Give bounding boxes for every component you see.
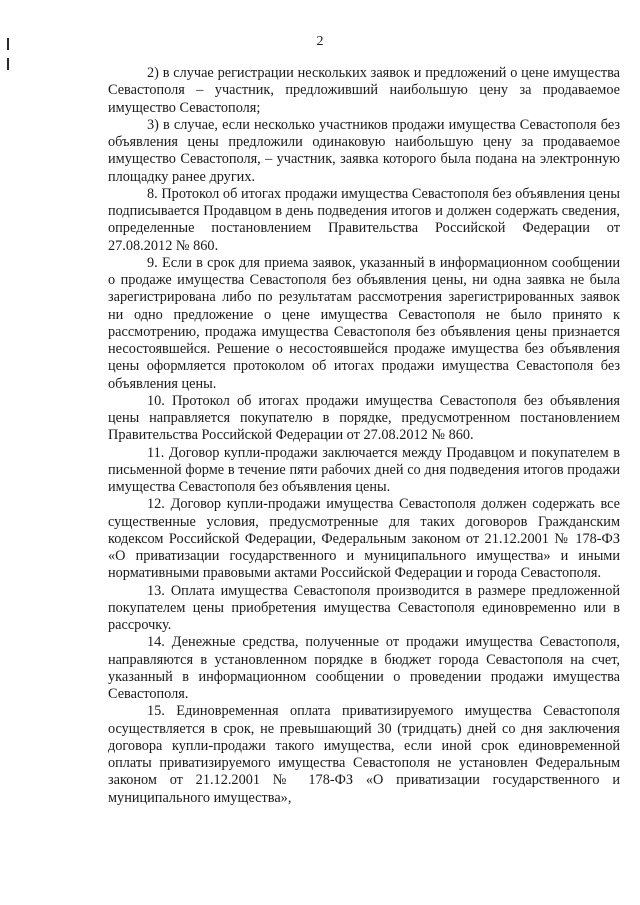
page-number: 2 bbox=[316, 34, 324, 49]
margin-mark bbox=[7, 58, 9, 70]
paragraph-item-2: 2) в случае регистрации нескольких заявок и предложений о цене имущества Севастополя – участник, предложивший наибольшую цену за продаваемое имущество Севастополя; bbox=[108, 65, 620, 116]
paragraph-clause-13: 13. Оплата имущества Севастополя производится в размере предложенной покупателем цены приобретения имущества Севастополя единовременно или в рассрочку. bbox=[108, 582, 620, 633]
paragraph-clause-9: 9. Если в срок для приема заявок, указанный в информационном сообщении о продаже имущества Севастополя без объявления цены, ни одна заявка не была зарегистрирована либо по результатам рассмотрения зарегистрированных заявок ни одно предложение о цене имущества Севастополя не было принято к рассмотрению, продажа имущества Севастополя без объявления цены признается несостоявшейся. Решение о несостоявшейся продаже имущества без объявления цены оформляется протоколом об итогах продажи имущества Севастополя без объявления цены. bbox=[108, 254, 620, 392]
paragraph-clause-12: 12. Договор купли-продажи имущества Севастополя должен содержать все существенные условия, предусмотренные для таких договоров Гражданским кодексом Российской Федерации, Федеральным законом от 21.12.2001 № 178-ФЗ «О приватизации государственного и муниципального имущества» и иными нормативными правовыми актами Российской Федерации и города Севастополя. bbox=[108, 496, 620, 582]
document-body bbox=[108, 65, 620, 807]
paragraph-clause-11: 11. Договор купли-продажи заключается между Продавцом и покупателем в письменной форме в течение пяти рабочих дней со дня подведения итогов продажи имущества Севастополя без объявления цены. bbox=[108, 444, 620, 495]
paragraph-clause-8: 8. Протокол об итогах продажи имущества Севастополя без объявления цены подписывается Продавцом в день подведения итогов и должен содержать сведения, определенные постановлением Правительства Российской Федерации от 27.08.2012 № 860. bbox=[108, 185, 620, 254]
paragraph-clause-10: 10. Протокол об итогах продажи имущества Севастополя без объявления цены направляется покупателю в порядке, предусмотренном постановлением Правительства Российской Федерации от 27.08.2012 № 860. bbox=[108, 392, 620, 444]
paragraph-clause-14: 14. Денежные средства, полученные от продажи имущества Севастополя, направляются в установленном порядке в бюджет города Севастополя на счет, указанный в информационном сообщении о проведении продажи имущества Севастополя. bbox=[108, 634, 620, 702]
paragraph-item-3: 3) в случае, если несколько участников продажи имущества Севастополя без объявления цены предложили одинаковую наибольшую цену за продаваемое имущество Севастополя, – участник, заявка которого была подана на электронную площадку ранее других. bbox=[108, 116, 620, 185]
paragraph-clause-15: 15. Единовременная оплата приватизируемого имущества Севастополя осуществляется в срок, не превышающий 30 (тридцать) дней со дня заключения договора купли-продажи такого имущества, если иной срок единовременной оплаты приватизируемого имущества Севастополя не установлен Федеральным законом от 21.12.2001 № 178-ФЗ «О приватизации государственного и муниципального имущества», bbox=[108, 703, 620, 806]
